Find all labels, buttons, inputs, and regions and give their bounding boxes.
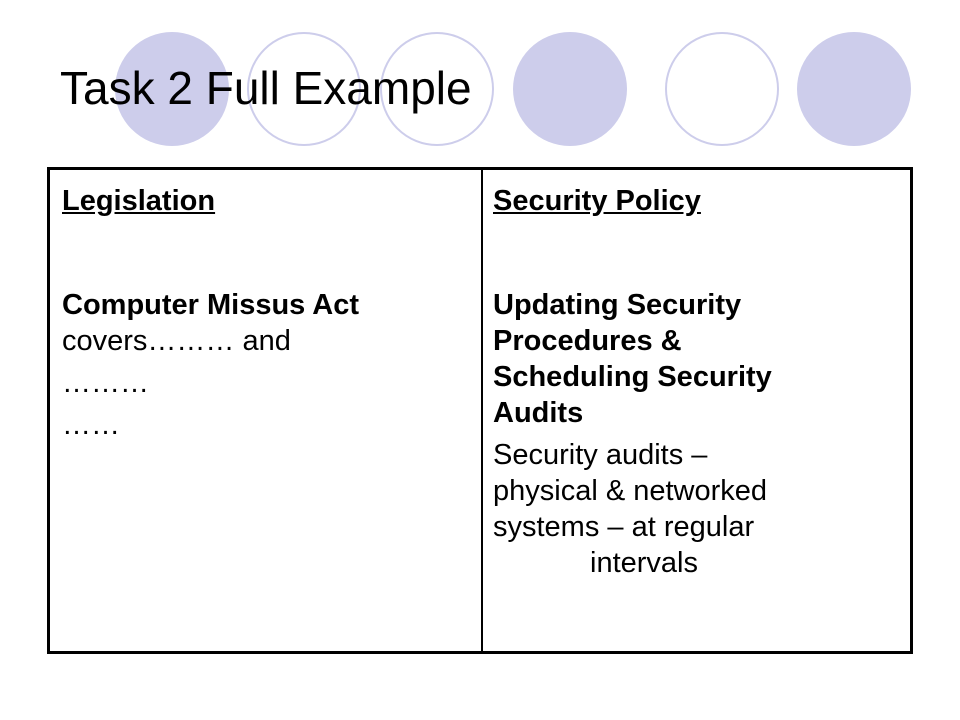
- policy-subheading-line: Procedures &: [493, 325, 682, 357]
- decor-circle-filled: [513, 32, 627, 146]
- policy-body-line: systems – at regular: [493, 511, 755, 543]
- policy-body-line: physical & networked: [493, 475, 768, 507]
- policy-body-line: Security audits –: [493, 439, 708, 471]
- policy-subheading-line: Updating Security: [493, 289, 742, 321]
- decor-circle-outline: [665, 32, 779, 146]
- policy-body-line: intervals: [590, 547, 698, 579]
- content-table: [47, 167, 913, 654]
- policy-subheading-line: Audits: [493, 397, 584, 429]
- legislation-heading: Legislation: [62, 185, 216, 217]
- legislation-text-line: covers……… and: [62, 325, 291, 357]
- security-policy-heading: Security Policy: [493, 185, 701, 217]
- legislation-placeholder-line: ………: [62, 367, 149, 399]
- legislation-act-name: Computer Missus Act: [62, 289, 360, 321]
- legislation-placeholder-line: ……: [62, 409, 120, 441]
- slide-title: Task 2 Full Example: [60, 62, 472, 114]
- policy-subheading-line: Scheduling Security: [493, 361, 772, 393]
- decor-circle-filled: [797, 32, 911, 146]
- legislation-column: [50, 170, 483, 651]
- security-policy-column: [483, 170, 910, 651]
